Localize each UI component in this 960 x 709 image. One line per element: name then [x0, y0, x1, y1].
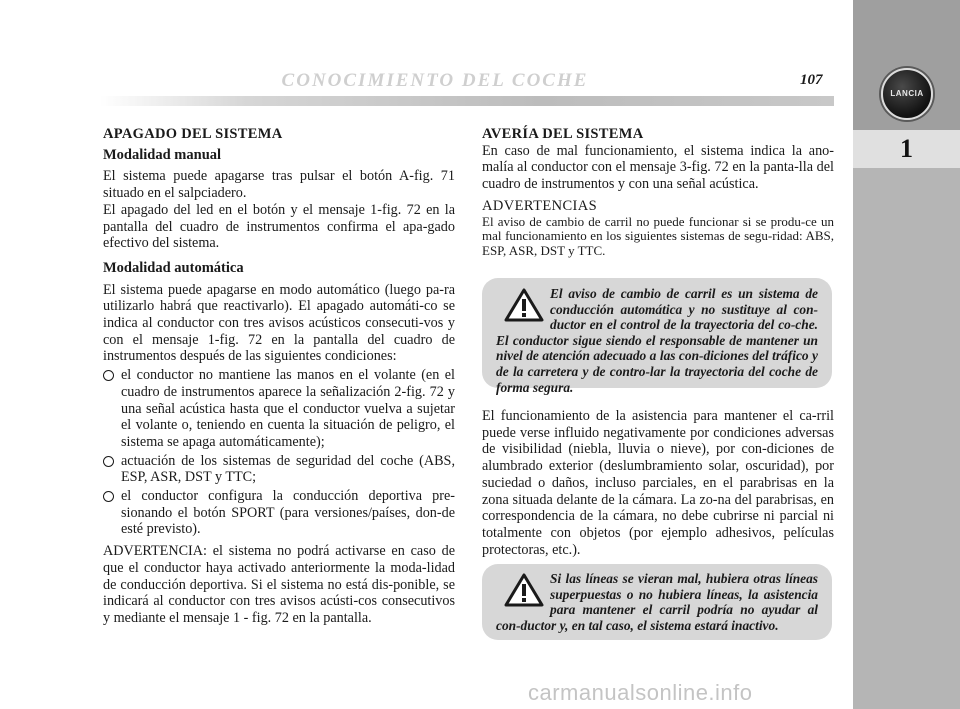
- bullet-circle-icon: [103, 491, 114, 502]
- list-item: el conductor configura la conducción deportiva pre-sionando el botón SPORT (para versiones/países, don-de esté previsto).: [103, 488, 455, 538]
- section-heading-averia: AVERÍA DEL SISTEMA: [482, 126, 644, 142]
- right-column-lower: [482, 408, 834, 558]
- manual-paragraph-2: El apagado del led en el botón y el mensaje 1-fig. 72 en la pantalla del cuadro de instrumentos confirma el apa-gado efectivo del sistema.: [103, 201, 455, 252]
- warning-text-1: El aviso de cambio de carril es un sistema de conducción automática y no sustituye al con-ductor en el control de la trayectoria del co-che. El conductor sigue siendo el responsable de mantener un nivel de atención adecuado a las con-diciones del tráfico y de la carretera y de contro-lar la trayectoria del coche de forma segura.: [496, 286, 818, 395]
- watermark: carmanualsonline.info: [528, 680, 753, 705]
- header-rule: [100, 96, 834, 106]
- lancia-logo-icon: [881, 68, 933, 120]
- section-heading-apagado: APAGADO DEL SISTEMA: [103, 126, 283, 142]
- right-column: [482, 126, 834, 258]
- left-column: [103, 126, 455, 627]
- logo-text: LANCIA: [890, 89, 924, 98]
- subheading-automatic: Modalidad automática: [103, 259, 244, 276]
- section-title: CONOCIMIENTO DEL COCHE: [281, 70, 589, 91]
- side-tab: [853, 0, 960, 709]
- chapter-number: 1: [853, 130, 960, 168]
- advertencias-heading: ADVERTENCIAS: [482, 197, 598, 214]
- advertencias-text: El aviso de cambio de carril no puede funcionar si se produ-ce un mal funcionamiento en los siguientes sistemas de segu-ridad: ABS, ESP, ASR, DST y TTC.: [482, 213, 834, 258]
- warning-box-lane-assist: [482, 278, 832, 395]
- automatic-paragraph: El sistema puede apagarse en modo automático (luego pa-ra utilizarlo habrá que reactivarlo). El apagado automáti-co se indica al conductor con tres avisos acústicos consecuti-vos y con el mensaje 1-fig. 72 en la pantalla del cuadro de instrumentos después de las siguientes condiciones:: [103, 281, 455, 365]
- bullet-circle-icon: [103, 456, 114, 467]
- list-item: el conductor no mantiene las manos en el volante (en el cuadro de instrumentos aparece la señalización 2-fig. 72 y una señal acústica hasta que el conductor vuelva a sujetar el volante o, teniendo en cuenta la situación de peligro, el sistema se apaga automáticamente);: [103, 367, 455, 451]
- manual-paragraph-1: El sistema puede apagarse tras pulsar el botón A-fig. 71 situado en el salpciadero.: [103, 168, 455, 202]
- subheading-manual: Modalidad manual: [103, 146, 222, 163]
- averia-paragraph: En caso de mal funcionamiento, el sistema indica la ano-malía al conductor con el mensaje 3-fig. 72 en la panta-lla del cuadro de instrumentos y con una señal acústica.: [482, 142, 834, 193]
- list-item: actuación de los sistemas de seguridad del coche (ABS, ESP, ASR, DST y TTC;: [103, 453, 455, 486]
- warning-triangle-icon: [504, 573, 544, 607]
- advertencia-note: ADVERTENCIA: el sistema no podrá activarse en caso de que el conductor haya activado anteriormente la moda-lidad de conducción deportiva. Si el sistema no está dis-ponible, se indicará al conductor con tres avisos acústi-cos consecutivos y mediante el mensaje 1 - fig. 72 en la pantalla.: [103, 543, 455, 626]
- warning-triangle-icon: [504, 288, 544, 322]
- warning-text-2: Si las líneas se vieran mal, hubiera otras líneas superpuestas o no hubiera líneas, la asistencia para mantener el carril podría no ayudar al con-ductor y, en tal caso, el sistema estará inactivo.: [496, 571, 818, 633]
- page-number: 107: [800, 72, 823, 88]
- visibility-paragraph: El funcionamiento de la asistencia para mantener el ca-rril puede verse influido negativamente por condiciones adversas de visibilidad (niebla, lluvia o nieve), por con-diciones de alumbrado exterior (deslumbramiento solar, oscuridad), por suciedad o daños, incluso parciales, en el parabrisas en la zona situada delante de la cámara. La zo-na del parabrisas, en correspondencia de la cámara, no debe cubrirse ni parcial ni totalmente con objetos (por ejemplo adhesivos, películas protectoras, etc.).: [482, 408, 834, 558]
- warning-box-lines: [482, 564, 832, 640]
- conditions-list: [103, 367, 455, 538]
- bullet-circle-icon: [103, 370, 114, 381]
